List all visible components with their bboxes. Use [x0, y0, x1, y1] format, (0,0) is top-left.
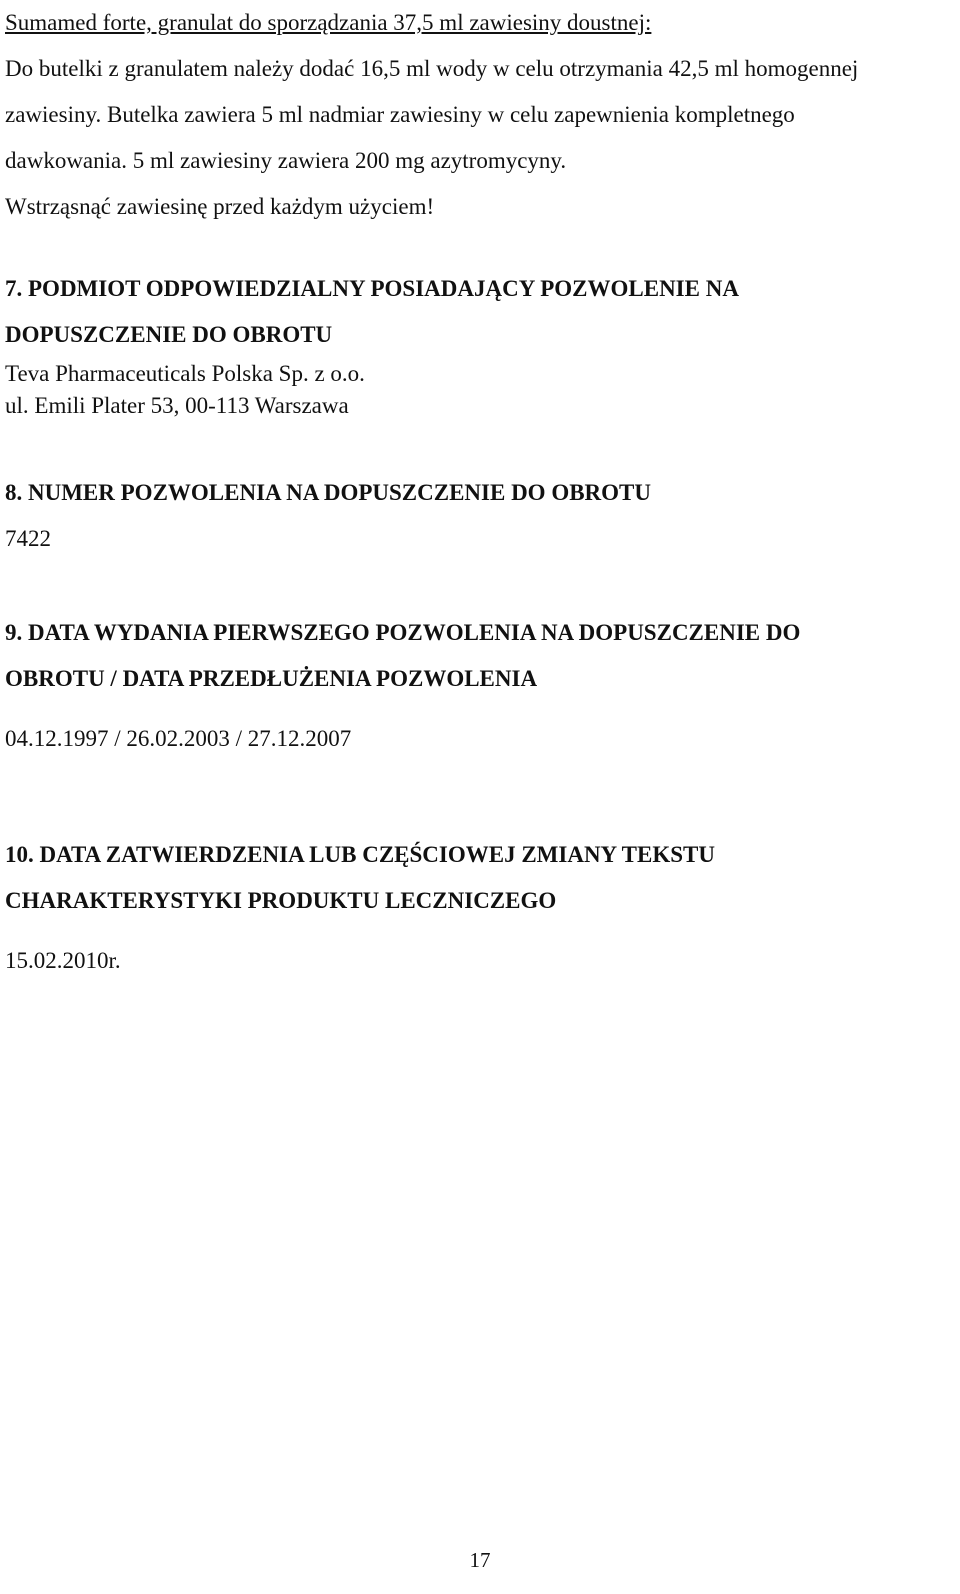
section-9-title: OBROTU / DATA PRZEDŁUŻENIA POZWOLENIA	[5, 666, 538, 691]
section-7-body: Teva Pharmaceuticals Polska Sp. z o.o.	[5, 361, 365, 386]
spacer	[5, 762, 950, 832]
spacer	[5, 422, 950, 470]
section-9-body: 04.12.1997 / 26.02.2003 / 27.12.2007	[5, 726, 352, 751]
section-10-body: 15.02.2010r.	[5, 948, 121, 973]
section-8-title: 8. NUMER POZWOLENIA NA DOPUSZCZENIE DO OBROTU	[5, 480, 651, 505]
intro-line: Wstrząsnąć zawiesinę przed każdym użyciem!	[5, 194, 435, 219]
spacer	[5, 562, 950, 610]
intro-line: dawkowania. 5 ml zawiesiny zawiera 200 mg azytromycyny.	[5, 148, 567, 173]
document-content	[5, 0, 950, 984]
section-9-title: 9. DATA WYDANIA PIERWSZEGO POZWOLENIA NA DOPUSZCZENIE DO	[5, 620, 801, 645]
section-7-title: 7. PODMIOT ODPOWIEDZIALNY POSIADAJĄCY POZWOLENIE NA	[5, 276, 739, 301]
intro-heading: Sumamed forte, granulat do sporządzania 37,5 ml zawiesiny doustnej:	[5, 10, 652, 35]
spacer	[5, 924, 950, 938]
section-10-title: CHARAKTERYSTYKI PRODUKTU LECZNICZEGO	[5, 888, 557, 913]
section-10-title: 10. DATA ZATWIERDZENIA LUB CZĘŚCIOWEJ ZMIANY TEKSTU	[5, 842, 715, 867]
section-7-title: DOPUSZCZENIE DO OBROTU	[5, 322, 333, 347]
spacer	[5, 230, 950, 266]
intro-line: zawiesiny. Butelka zawiera 5 ml nadmiar zawiesiny w celu zapewnienia kompletnego	[5, 102, 795, 127]
section-8-body: 7422	[5, 526, 51, 551]
intro-line: Do butelki z granulatem należy dodać 16,5 ml wody w celu otrzymania 42,5 ml homogennej	[5, 56, 859, 81]
section-7-body: ul. Emili Plater 53, 00-113 Warszawa	[5, 393, 349, 418]
spacer	[5, 702, 950, 716]
page-number: 17	[469, 1548, 491, 1572]
